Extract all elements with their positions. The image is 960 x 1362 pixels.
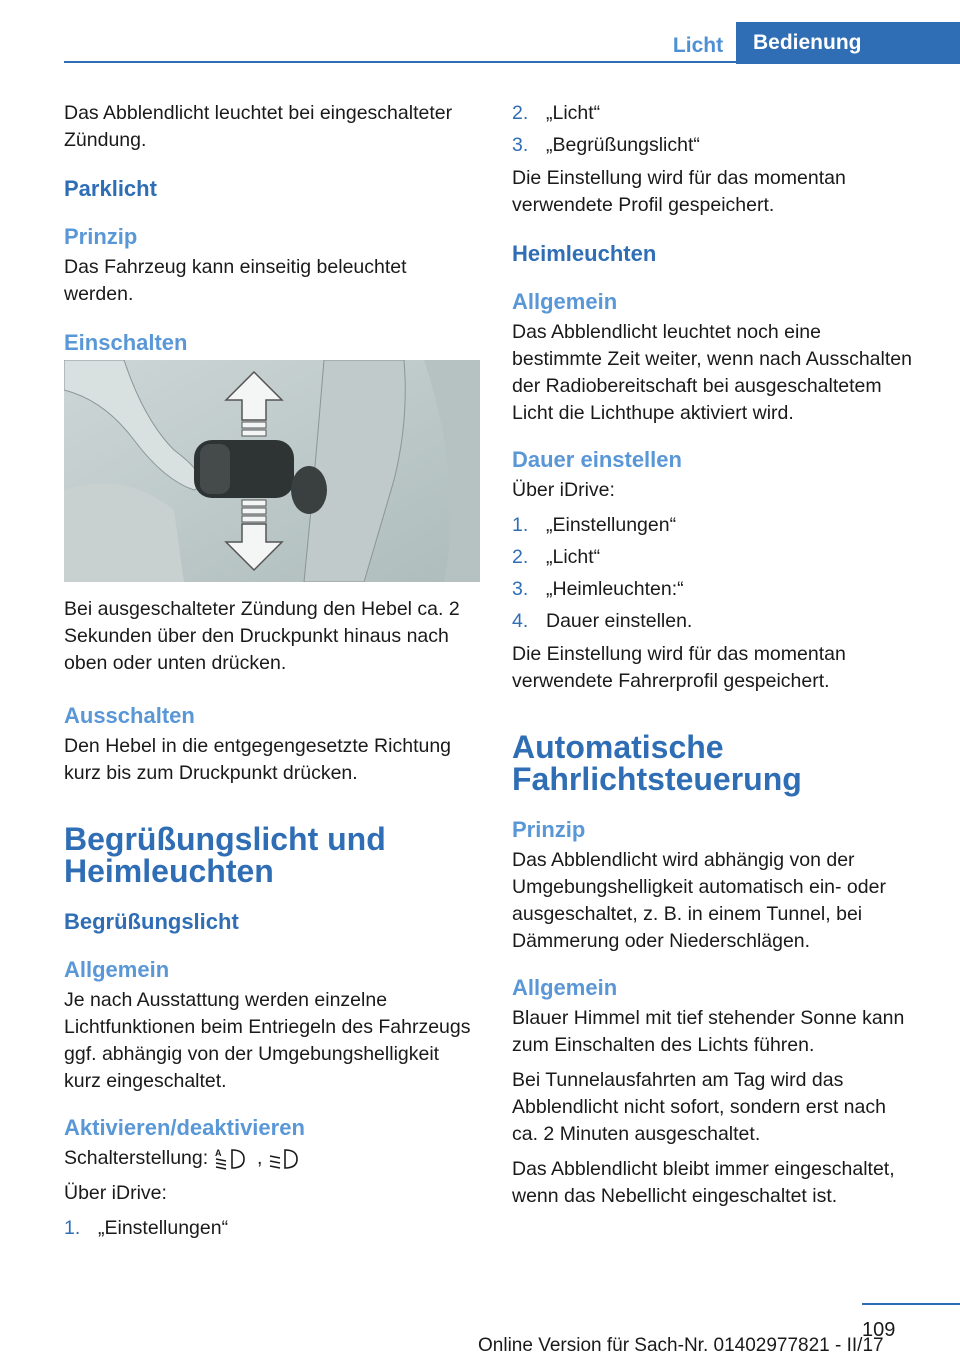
list-item-text: „Heimleuchten:“ (546, 578, 684, 600)
list-item-text: „Licht“ (546, 102, 601, 124)
list-item-text: „Einstellungen“ (98, 1217, 229, 1239)
ausschalten-paragraph: Den Hebel in die entgegengesetzte Richtung kurz bis zum Druckpunkt drücken. (64, 735, 452, 784)
list-item-text: „Einstellungen“ (546, 514, 677, 536)
heading-dauer-einstellen: Dauer einstellen (512, 447, 682, 472)
list-item (512, 576, 916, 603)
einstellung-paragraph-1: Die Einstellung wird für das momentan verwendete Profil gespeichert. (512, 167, 846, 216)
tab-bedienung[interactable]: Bedienung (736, 22, 960, 64)
svg-text:A: A (214, 1147, 222, 1158)
heading-allgemein-heim: Allgemein (512, 289, 618, 314)
heim-allgemein-paragraph: Das Abblendlicht leuchtet noch eine bestimmte Zeit weiter, wenn nach Ausschalten der Radiobereitschaft bei ausgeschaltetem Licht die Lichthupe aktiviert wird. (512, 321, 912, 424)
heading-aktivieren-deaktivieren: Aktivieren/deaktivieren (64, 1115, 305, 1140)
idrive-label-right: Über iDrive: (512, 479, 615, 501)
auto-allgemein-paragraph-3: Das Abblendlicht bleibt immer eingeschaltet, wenn das Nebellicht eingeschaltet ist. (512, 1158, 895, 1207)
list-item (512, 512, 916, 539)
turn-signal-lever-illustration (64, 360, 480, 582)
page-number: 109 (862, 1319, 896, 1341)
list-item-text: „Begrüßungslicht“ (546, 134, 700, 156)
einstellung-paragraph-2: Die Einstellung wird für das momentan verwendete Fahrerprofil gespeichert. (512, 643, 846, 692)
header-rule (64, 61, 736, 63)
right-column (512, 100, 916, 1218)
heading-heimleuchten: Heimleuchten (512, 241, 657, 266)
steps-list-dauer (512, 512, 916, 635)
list-item (512, 100, 916, 127)
list-item-text: „Licht“ (546, 546, 601, 568)
list-item-number: 3. (512, 134, 529, 156)
heading-parklicht: Parklicht (64, 176, 157, 201)
left-column (64, 100, 480, 1248)
online-version-note: Online Version für Sach-Nr. 01402977821 - II/17 (478, 1335, 884, 1356)
schalterstellung-line (64, 1145, 480, 1172)
symbol-separator: , (257, 1147, 263, 1169)
auto-prinzip-paragraph: Das Abblendlicht wird abhängig von der Umgebungshelligkeit automatisch ein- oder ausgeschaltet, z. B. in einem Tunnel, bei Dämmerung oder Niederschlägen. (512, 849, 886, 952)
prinzip-paragraph: Das Fahrzeug kann einseitig beleuchtet werden. (64, 256, 407, 305)
idrive-label: Über iDrive: (64, 1182, 167, 1204)
heading-ausschalten: Ausschalten (64, 703, 195, 728)
steps-list-begruessung-cont (512, 100, 916, 159)
heading-einschalten: Einschalten (64, 330, 188, 355)
steps-list-begruessung (64, 1215, 480, 1242)
low-beam-automatic-icon (214, 1146, 252, 1172)
list-item-number: 2. (512, 546, 529, 568)
heading-prinzip-auto: Prinzip (512, 817, 586, 842)
heading-begruessung-heimleuchten: Begrüßungslicht und Heimleuchten (64, 821, 386, 889)
intro-paragraph: Das Abblendlicht leuchtet bei eingeschalteter Zündung. (64, 102, 453, 151)
heading-allgemein: Allgemein (64, 957, 170, 982)
tab-licht[interactable]: Licht (672, 34, 724, 57)
einschalten-paragraph: Bei ausgeschalteter Zündung den Hebel ca. 2 Sekunden über den Druckpunkt hinaus nach oben oder unten drücken. (64, 598, 460, 674)
auto-allgemein-paragraph-1: Blauer Himmel mit tief stehender Sonne kann zum Einschalten des Lichts führen. (512, 1007, 905, 1056)
list-item (512, 608, 916, 635)
heading-allgemein-auto: Allgemein (512, 975, 618, 1000)
list-item-number: 2. (512, 102, 529, 124)
list-item-number: 4. (512, 610, 529, 632)
auto-allgemein-paragraph-2: Bei Tunnelausfahrten am Tag wird das Abblendlicht nicht sofort, sondern erst nach ca. 2 Minuten ausgeschaltet. (512, 1069, 886, 1145)
heading-prinzip: Prinzip (64, 224, 138, 249)
heading-automatische-fahrlichtsteuerung: Automatische Fahrlichtsteuerung (512, 729, 802, 797)
list-item (512, 544, 916, 571)
list-item (64, 1215, 480, 1242)
list-item-number: 3. (512, 578, 529, 600)
list-item-text: Dauer einstellen. (546, 610, 693, 632)
list-item-number: 1. (64, 1217, 81, 1239)
schalterstellung-label: Schalterstellung: (64, 1147, 209, 1169)
footer-rule (862, 1303, 960, 1305)
list-item-number: 1. (512, 514, 529, 536)
allgemein-paragraph: Je nach Ausstattung werden einzelne Lichtfunktionen beim Entriegeln des Fahrzeugs ggf. abhängig von der Umgebungshelligkeit kurz eingeschaltet. (64, 989, 471, 1092)
low-beam-icon (268, 1146, 300, 1172)
heading-begruessungslicht: Begrüßungslicht (64, 909, 239, 934)
list-item (512, 132, 916, 159)
